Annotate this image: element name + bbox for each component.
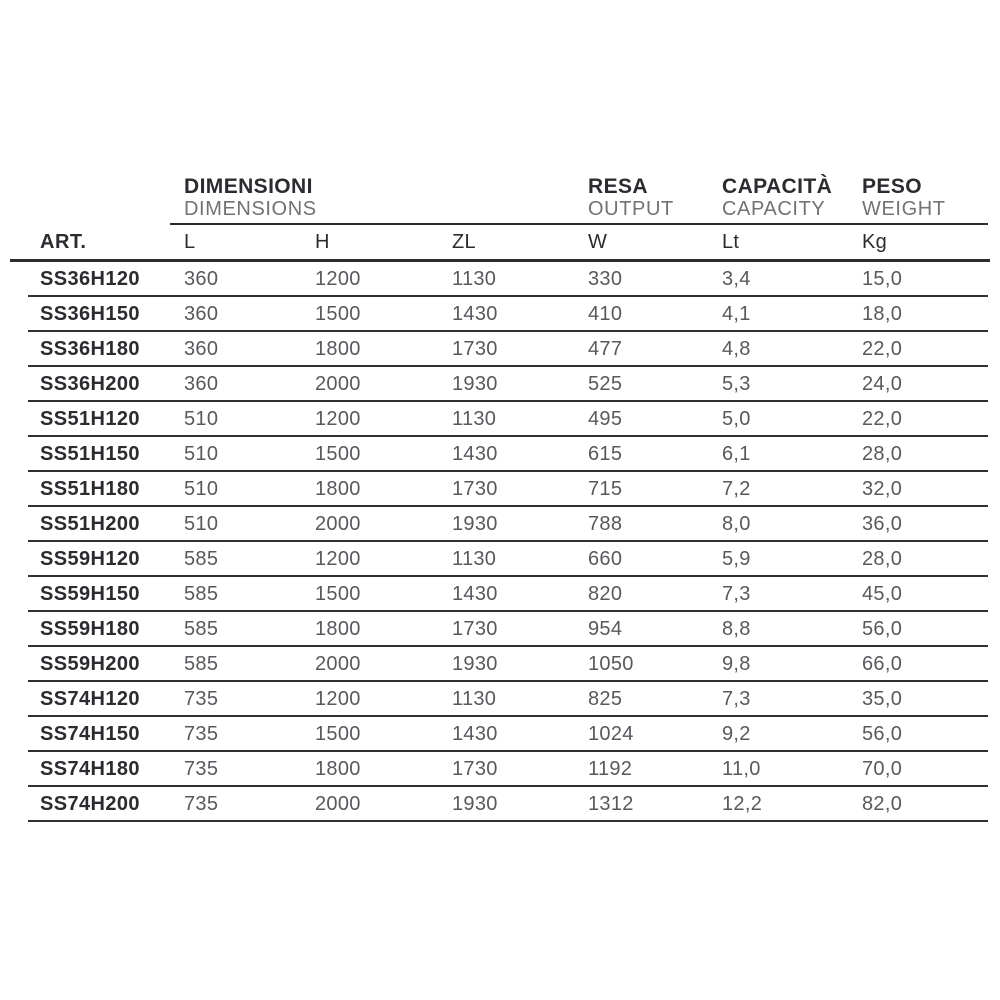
cell-zl: 1430 xyxy=(452,303,498,325)
cell-h: 1200 xyxy=(315,408,361,430)
table-row xyxy=(10,367,990,402)
cell-h: 2000 xyxy=(315,793,361,815)
cell-kg: 22,0 xyxy=(862,338,903,360)
column-header-lt: Lt xyxy=(722,230,740,253)
cell-kg: 70,0 xyxy=(862,758,903,780)
group-label-dimensioni: DIMENSIONI xyxy=(184,175,313,198)
group-header-underline xyxy=(170,223,988,225)
cell-w: 1024 xyxy=(588,723,634,745)
cell-kg: 18,0 xyxy=(862,303,903,325)
cell-l: 735 xyxy=(184,758,219,780)
table-row xyxy=(10,647,990,682)
group-label-capacity: CAPACITY xyxy=(722,198,826,220)
table-row xyxy=(10,752,990,787)
cell-lt: 8,8 xyxy=(722,618,751,640)
cell-art-code: SS59H120 xyxy=(40,548,140,570)
cell-art-code: SS59H150 xyxy=(40,583,140,605)
cell-l: 360 xyxy=(184,303,219,325)
cell-h: 1200 xyxy=(315,688,361,710)
cell-zl: 1130 xyxy=(452,688,497,710)
cell-art-code: SS74H150 xyxy=(40,723,140,745)
group-header-output xyxy=(588,170,722,220)
cell-lt: 5,0 xyxy=(722,408,751,430)
cell-lt: 8,0 xyxy=(722,513,751,535)
cell-zl: 1430 xyxy=(452,583,498,605)
group-label-peso: PESO xyxy=(862,175,922,198)
cell-kg: 28,0 xyxy=(862,443,903,465)
table-row xyxy=(10,332,990,367)
cell-l: 585 xyxy=(184,618,219,640)
cell-zl: 1730 xyxy=(452,758,498,780)
cell-art-code: SS36H200 xyxy=(40,373,140,395)
cell-kg: 36,0 xyxy=(862,513,903,535)
cell-w: 820 xyxy=(588,583,623,605)
cell-zl: 1130 xyxy=(452,268,497,290)
cell-zl: 1930 xyxy=(452,653,498,675)
cell-kg: 45,0 xyxy=(862,583,903,605)
group-label-capacita: CAPACITÀ xyxy=(722,175,833,198)
cell-lt: 4,1 xyxy=(722,303,751,325)
table-row xyxy=(10,297,990,332)
cell-w: 660 xyxy=(588,548,623,570)
column-header-kg: Kg xyxy=(862,230,888,253)
cell-h: 2000 xyxy=(315,373,361,395)
cell-h: 1800 xyxy=(315,478,361,500)
cell-w: 715 xyxy=(588,478,623,500)
cell-w: 954 xyxy=(588,618,623,640)
cell-art-code: SS59H200 xyxy=(40,653,140,675)
table-row xyxy=(10,787,990,822)
table-row xyxy=(10,612,990,647)
cell-art-code: SS74H200 xyxy=(40,793,140,815)
cell-w: 410 xyxy=(588,303,623,325)
table-row xyxy=(10,402,990,437)
cell-art-code: SS51H120 xyxy=(40,408,140,430)
cell-zl: 1930 xyxy=(452,513,498,535)
cell-l: 360 xyxy=(184,268,219,290)
table-row xyxy=(10,472,990,507)
cell-w: 477 xyxy=(588,338,623,360)
cell-zl: 1930 xyxy=(452,793,498,815)
cell-w: 788 xyxy=(588,513,623,535)
group-header-dimensions xyxy=(184,170,588,220)
column-header-l: L xyxy=(184,230,196,253)
cell-h: 1800 xyxy=(315,338,361,360)
cell-l: 585 xyxy=(184,653,219,675)
cell-zl: 1130 xyxy=(452,548,497,570)
group-label-resa: RESA xyxy=(588,175,648,198)
product-spec-table xyxy=(10,170,990,822)
cell-h: 1500 xyxy=(315,723,361,745)
table-column-header-row xyxy=(10,225,990,259)
column-header-zl: ZL xyxy=(452,230,476,253)
cell-lt: 5,3 xyxy=(722,373,751,395)
group-label-dimensions: DIMENSIONS xyxy=(184,198,317,220)
cell-kg: 22,0 xyxy=(862,408,903,430)
cell-art-code: SS36H120 xyxy=(40,268,140,290)
cell-kg: 35,0 xyxy=(862,688,903,710)
cell-kg: 15,0 xyxy=(862,268,903,290)
cell-lt: 11,0 xyxy=(722,758,761,780)
cell-zl: 1430 xyxy=(452,723,498,745)
cell-lt: 4,8 xyxy=(722,338,751,360)
cell-art-code: SS74H120 xyxy=(40,688,140,710)
cell-h: 1500 xyxy=(315,443,361,465)
cell-zl: 1930 xyxy=(452,373,498,395)
cell-l: 360 xyxy=(184,338,219,360)
cell-l: 510 xyxy=(184,408,219,430)
column-header-h: H xyxy=(315,230,330,253)
cell-zl: 1430 xyxy=(452,443,498,465)
cell-lt: 9,2 xyxy=(722,723,751,745)
cell-h: 2000 xyxy=(315,653,361,675)
table-group-header-row xyxy=(10,170,990,225)
cell-w: 1050 xyxy=(588,653,634,675)
table-body xyxy=(10,262,990,822)
cell-h: 2000 xyxy=(315,513,361,535)
table-row xyxy=(10,682,990,717)
cell-l: 735 xyxy=(184,723,219,745)
cell-zl: 1730 xyxy=(452,338,498,360)
cell-lt: 3,4 xyxy=(722,268,751,290)
cell-art-code: SS74H180 xyxy=(40,758,140,780)
cell-kg: 82,0 xyxy=(862,793,903,815)
cell-w: 495 xyxy=(588,408,623,430)
cell-lt: 7,3 xyxy=(722,583,751,605)
table-row xyxy=(10,717,990,752)
table-row xyxy=(10,437,990,472)
cell-l: 510 xyxy=(184,513,219,535)
cell-art-code: SS36H180 xyxy=(40,338,140,360)
cell-h: 1500 xyxy=(315,303,361,325)
group-header-weight xyxy=(862,170,990,220)
cell-w: 825 xyxy=(588,688,623,710)
cell-kg: 56,0 xyxy=(862,723,903,745)
cell-l: 735 xyxy=(184,793,219,815)
cell-kg: 32,0 xyxy=(862,478,903,500)
cell-l: 510 xyxy=(184,443,219,465)
cell-l: 735 xyxy=(184,688,219,710)
cell-zl: 1730 xyxy=(452,478,498,500)
cell-l: 585 xyxy=(184,548,219,570)
group-header-capacity xyxy=(722,170,862,220)
cell-zl: 1730 xyxy=(452,618,498,640)
cell-w: 615 xyxy=(588,443,623,465)
cell-lt: 7,3 xyxy=(722,688,751,710)
cell-kg: 24,0 xyxy=(862,373,903,395)
cell-lt: 12,2 xyxy=(722,793,763,815)
cell-kg: 28,0 xyxy=(862,548,903,570)
column-header-w: W xyxy=(588,230,608,253)
cell-kg: 56,0 xyxy=(862,618,903,640)
cell-kg: 66,0 xyxy=(862,653,903,675)
cell-h: 1800 xyxy=(315,758,361,780)
cell-h: 1800 xyxy=(315,618,361,640)
cell-lt: 7,2 xyxy=(722,478,751,500)
table-row xyxy=(10,262,990,297)
cell-h: 1200 xyxy=(315,548,361,570)
cell-art-code: SS51H150 xyxy=(40,443,140,465)
cell-l: 585 xyxy=(184,583,219,605)
cell-h: 1200 xyxy=(315,268,361,290)
cell-art-code: SS51H180 xyxy=(40,478,140,500)
column-header-art: ART. xyxy=(40,230,87,253)
cell-art-code: SS36H150 xyxy=(40,303,140,325)
cell-w: 1192 xyxy=(588,758,633,780)
cell-w: 330 xyxy=(588,268,623,290)
cell-lt: 5,9 xyxy=(722,548,751,570)
cell-w: 1312 xyxy=(588,793,634,815)
table-row xyxy=(10,542,990,577)
cell-zl: 1130 xyxy=(452,408,497,430)
cell-lt: 6,1 xyxy=(722,443,751,465)
cell-lt: 9,8 xyxy=(722,653,751,675)
table-row xyxy=(10,577,990,612)
cell-art-code: SS51H200 xyxy=(40,513,140,535)
cell-h: 1500 xyxy=(315,583,361,605)
cell-l: 510 xyxy=(184,478,219,500)
group-label-weight: WEIGHT xyxy=(862,198,946,220)
table-row xyxy=(10,507,990,542)
cell-art-code: SS59H180 xyxy=(40,618,140,640)
cell-w: 525 xyxy=(588,373,623,395)
group-label-output: OUTPUT xyxy=(588,198,674,220)
cell-l: 360 xyxy=(184,373,219,395)
